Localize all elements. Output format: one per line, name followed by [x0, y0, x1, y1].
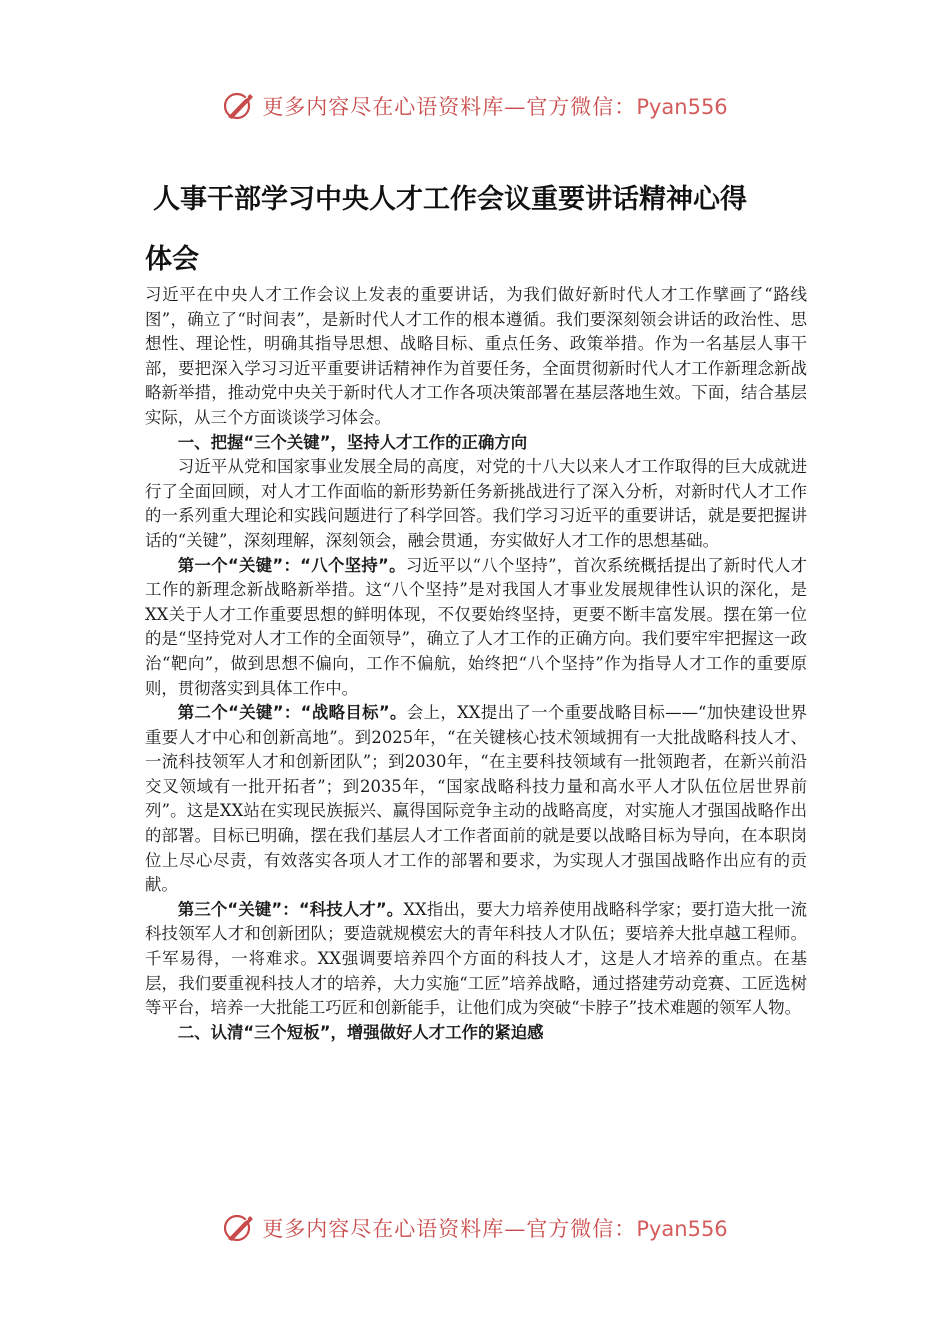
- key-1-text: 习近平以“八个坚持”，首次系统概括提出了新时代人才工作的新理念新战略新举措。这“八个坚持”是对我国人才事业发展规律性认识的深化，是XX关于人才工作重要思想的鲜明体现，不仅要始终坚持，更要不断丰富发展。摆在第一位的是“坚持党对人才工作的全面领导”，确立了人才工作的正确方向。我们要牢牢把握这一政治“靶向”，做到思想不偏向，工作不偏航，始终把“八个坚持”作为指导人才工作的重要原则，贯彻落实到具体工作中。: [145, 555, 807, 698]
- key-1-lead: 第一个“关键”：“八个坚持”。: [177, 555, 406, 575]
- intro-paragraph: 习近平在中央人才工作会议上发表的重要讲话，为我们做好新时代人才工作擘画了“路线图”，确立了“时间表”，是新时代人才工作的根本遵循。我们要深刻领会讲话的政治性、思想性、理论性，明确其指导思想、战略目标、重点任务、政策举措。作为一名基层人事干部，要把深入学习习近平重要讲话精神作为首要任务，全面贯彻新时代人才工作新理念新战略新举措，推动党中央关于新时代人才工作各项决策部署在基层落地生效。下面，结合基层实际，从三个方面谈谈学习体会。: [145, 285, 807, 427]
- key-3-lead: 第三个“关键”：“科技人才”。: [177, 899, 404, 919]
- key-2-lead: 第二个“关键”：“战略目标”。: [177, 703, 407, 723]
- section-1-paragraph: 习近平从党和国家事业发展全局的高度，对党的十八大以来人才工作取得的巨大成就进行了全面回顾，对人才工作面临的新形势新任务新挑战进行了深入分析，对新时代人才工作的一系列重大理论和实践问题进行了科学回答。我们学习习近平的重要讲话，就是要把握讲话的“关键”，深刻理解，深刻领会，融会贯通，夯实做好人才工作的思想基础。: [145, 457, 807, 550]
- section-2-heading: 二、认清“三个短板”，增强做好人才工作的紧迫感: [177, 1022, 544, 1042]
- quill-logo-icon: [222, 1211, 256, 1245]
- title-line-2: 体会: [145, 244, 199, 275]
- quill-logo-icon: [222, 89, 256, 123]
- document-body: [145, 283, 807, 1045]
- watermark-text: 更多内容尽在心语资料库—官方微信：Pyan556: [262, 95, 728, 119]
- document-title: [145, 170, 805, 290]
- footer-watermark-banner: [0, 1208, 950, 1248]
- watermark-text: 更多内容尽在心语资料库—官方微信：Pyan556: [262, 1217, 728, 1241]
- key-2-paragraph: [145, 701, 807, 898]
- title-line-1: 人事干部学习中央人才工作会议重要讲话精神心得: [153, 184, 747, 215]
- key-2-text: 会上，XX提出了一个重要战略目标——“加快建设世界重要人才中心和创新高地”。到2025年，“在关键核心技术领域拥有一大批战略科技人才、一流科技领军人才和创新团队”；到2030年，“在主要科技领域有一批领跑者，在新兴前沿交叉领域有一批开拓者”；到2035年，“国家战略科技力量和高水平人才队伍位居世界前列”。这是XX站在实现民族振兴、赢得国际竞争主动的战略高度，对实施人才强国战略作出的部署。目标已明确，摆在我们基层人才工作者面前的就是要以战略目标为导向，在本职岗位上尽心尽责，有效落实各项人才工作的部署和要求，为实现人才强国战略作出应有的贡献。: [145, 703, 807, 895]
- section-1-heading: 一、把握“三个关键”，坚持人才工作的正确方向: [177, 432, 528, 452]
- key-3-paragraph: [145, 898, 807, 1021]
- key-1-paragraph: [145, 554, 807, 702]
- header-watermark-banner: [0, 86, 950, 126]
- key-3-text: XX指出，要大力培养使用战略科学家；要打造大批一流科技领军人才和创新团队；要造就规模宏大的青年科技人才队伍；要培养大批卓越工程师。千军易得，一将难求。XX强调要培养四个方面的科技人才，这是人才培养的重点。在基层，我们要重视科技人才的培养，大力实施“工匠”培养战略，通过搭建劳动竞赛、工匠选树等平台，培养一大批能工巧匠和创新能手，让他们成为突破“卡脖子”技术难题的领军人物。: [145, 899, 807, 1018]
